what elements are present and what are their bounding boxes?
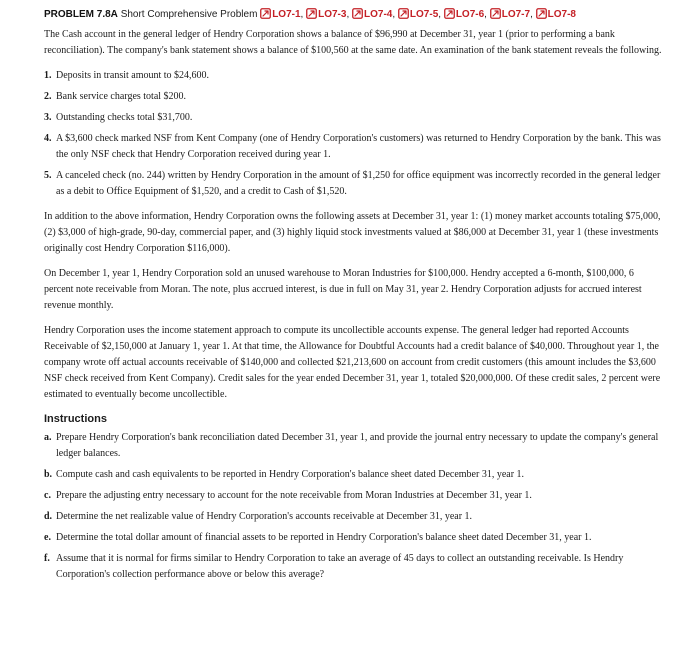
lo-link-lo7-4[interactable] xyxy=(352,9,392,20)
lo-separator: , xyxy=(346,9,350,20)
lo-separator: , xyxy=(484,9,487,20)
finding-marker: 4. xyxy=(44,133,52,144)
lo-link-label: LO7-8 xyxy=(547,9,576,20)
finding-text: A canceled check (no. 244) written by Hendry Corporation in the amount of $1,250 for office equipment was incorrectly recorded in the general ledger as a debit to Office Equipment of $1,520, and a credit to Cash of $1,520. xyxy=(56,170,661,197)
problem-label: Short Comprehensive Problem xyxy=(120,9,258,20)
instruction-marker: a. xyxy=(44,432,52,443)
lo-link-lo7-5[interactable] xyxy=(398,9,438,20)
finding-item xyxy=(44,131,662,163)
problem-number: PROBLEM 7.8A xyxy=(44,9,118,20)
finding-item xyxy=(44,68,662,84)
finding-text: Bank service charges total $200. xyxy=(56,91,187,102)
external-link-icon xyxy=(536,8,547,19)
problem-intro: The Cash account in the general ledger of Hendry Corporation shows a balance of $96,990 at December 31, year 1 (prior to performing a bank reconciliation). The company's bank statement shows a balance of $100,560 at the same date. An examination of the bank statement reveals the following. xyxy=(44,29,662,56)
lo-link-label: LO7-4 xyxy=(364,9,393,20)
instruction-marker: b. xyxy=(44,469,53,480)
instruction-item xyxy=(44,467,662,483)
instruction-item xyxy=(44,530,662,546)
external-link-icon xyxy=(398,8,409,19)
instruction-text: Determine the net realizable value of Hendry Corporation's accounts receivable at December 31, year 1. xyxy=(56,511,473,522)
lo-link-label: LO7-6 xyxy=(455,9,485,20)
lo-link-label: LO7-7 xyxy=(501,9,531,20)
lo-link-label: LO7-3 xyxy=(318,9,347,20)
lo-link-lo7-3[interactable] xyxy=(306,9,346,20)
bank-statement-findings xyxy=(44,68,662,200)
instruction-text: Prepare Hendry Corporation's bank reconciliation dated December 31, year 1, and provide the journal entry necessary to update the company's general ledger balances. xyxy=(56,432,659,459)
lo-separator: , xyxy=(438,9,442,20)
lo-separator: , xyxy=(530,9,533,20)
uncollectible-paragraph: Hendry Corporation uses the income statement approach to compute its uncollectible accounts expense. The general ledger had reported Accounts Receivable of $2,150,000 at January 1, year 1. At that time, the Allowance for Doubtful Accounts had a credit balance of $40,000. Throughout year 1, the company wrote off actual accounts receivable of $140,000 and collected $21,213,600 on account from credit customers (this amount includes the $3,600 NSF check received from Kent Company). Credit sales for the year ended December 31, year 1, totaled $20,000,000. Of these credit sales, 2 percent were estimated to eventually become uncollectible. xyxy=(44,325,661,400)
finding-marker: 1. xyxy=(44,70,52,81)
finding-item xyxy=(44,110,662,126)
lo-separator: , xyxy=(300,9,304,20)
external-link-icon xyxy=(260,8,271,19)
lo-link-lo7-1[interactable] xyxy=(260,9,300,20)
lo-separator: , xyxy=(392,9,396,20)
instruction-text: Determine the total dollar amount of financial assets to be reported in Hendry Corporation's balance sheet dated December 31, year 1. xyxy=(56,532,592,543)
instruction-text: Compute cash and cash equivalents to be reported in Hendry Corporation's balance sheet dated December 31, year 1. xyxy=(56,469,525,480)
lo-link-lo7-8[interactable] xyxy=(536,9,576,20)
finding-marker: 2. xyxy=(44,91,52,102)
instruction-item xyxy=(44,488,662,504)
instruction-marker: d. xyxy=(44,511,53,522)
finding-item xyxy=(44,168,662,200)
finding-text: A $3,600 check marked NSF from Kent Company (one of Hendry Corporation's customers) was returned to Hendry Corporation by the bank. This was the only NSF check that Hendry Corporation received during year 1. xyxy=(56,133,661,160)
instructions-heading: Instructions xyxy=(44,413,107,425)
instruction-item xyxy=(44,509,662,525)
learning-objective-links xyxy=(260,9,576,20)
external-link-icon xyxy=(444,8,455,19)
instruction-text: Assume that it is normal for firms similar to Hendry Corporation to take an average of 45 days to collect an outstanding receivable. Is Hendry Corporation's collection performance above or below this average? xyxy=(56,553,624,580)
instruction-text: Prepare the adjusting entry necessary to account for the note receivable from Moran Industries at December 31, year 1. xyxy=(56,490,532,501)
instruction-marker: e. xyxy=(44,532,51,543)
instruction-marker: c. xyxy=(44,490,51,501)
problem-header xyxy=(44,8,662,21)
lo-link-lo7-7[interactable] xyxy=(490,9,530,20)
instruction-marker: f. xyxy=(44,553,50,564)
finding-text: Deposits in transit amount to $24,600. xyxy=(56,70,210,81)
instruction-item xyxy=(44,430,662,462)
lo-link-lo7-6[interactable] xyxy=(444,9,484,20)
assets-paragraph: In addition to the above information, Hendry Corporation owns the following assets at December 31, year 1: (1) money market accounts totaling $75,000, (2) $3,000 of high-grade, 90-day, commercial paper, and (3) highly liquid stock investments valued at $86,000 at December 31, year 1 (these investments originally cost Hendry Corporation $116,000). xyxy=(44,211,661,254)
finding-marker: 3. xyxy=(44,112,52,123)
external-link-icon xyxy=(352,8,363,19)
note-receivable-paragraph: On December 1, year 1, Hendry Corporation sold an unused warehouse to Moran Industries for $100,000. Hendry accepted a 6-month, $100,000, 6 percent note receivable from Moran. The note, plus accrued interest, is due in full on May 31, year 2. Hendry Corporation adjusts for accrued interest revenue monthly. xyxy=(44,268,642,311)
lo-link-label: LO7-5 xyxy=(409,9,439,20)
finding-item xyxy=(44,89,662,105)
external-link-icon xyxy=(490,8,501,19)
finding-text: Outstanding checks total $31,700. xyxy=(56,112,193,123)
lo-link-label: LO7-1 xyxy=(272,9,301,20)
instructions-list xyxy=(44,430,662,583)
external-link-icon xyxy=(306,8,317,19)
finding-marker: 5. xyxy=(44,170,52,181)
instruction-item xyxy=(44,551,662,583)
